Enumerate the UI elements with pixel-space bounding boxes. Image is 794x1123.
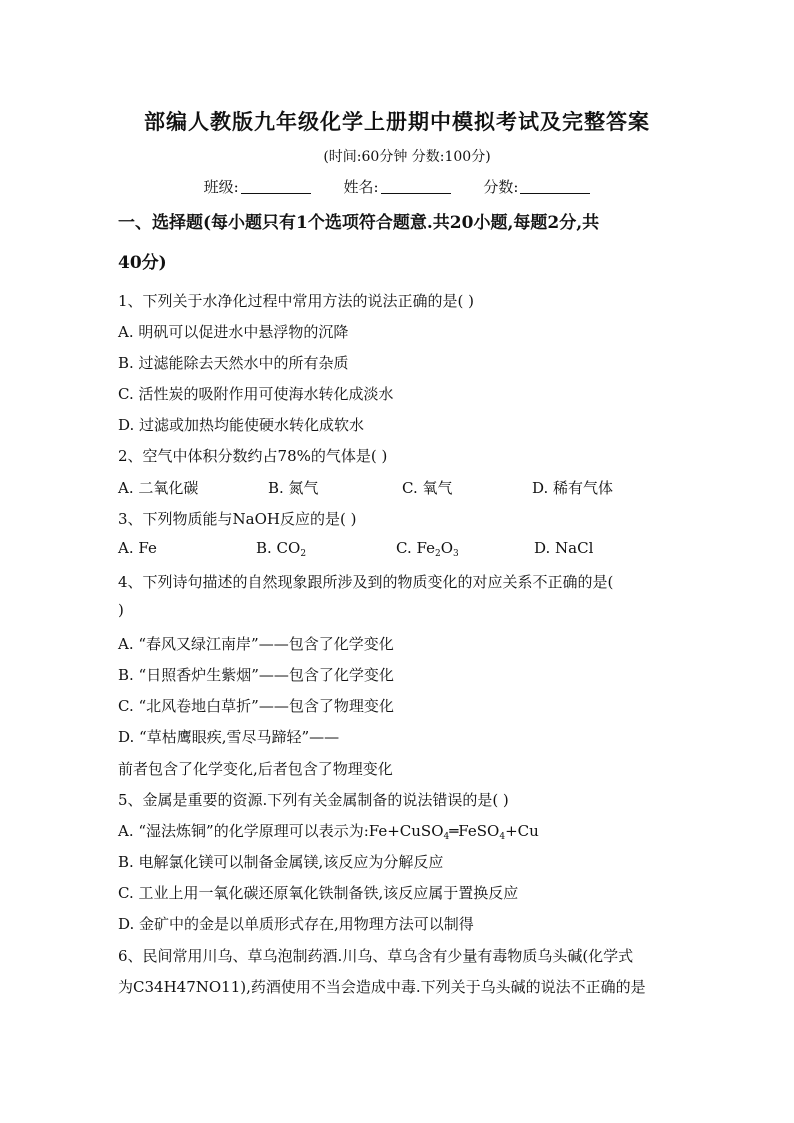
score-blank[interactable] [520, 179, 590, 194]
question-1-option-d: D. 过滤或加热均能使硬水转化成软水 [118, 416, 365, 434]
name-blank[interactable] [381, 179, 451, 194]
question-4-stem-end: ) [118, 601, 124, 619]
question-5-option-c: C. 工业上用一氧化碳还原氧化铁制备铁,该反应属于置换反应 [118, 884, 519, 902]
question-2-option-a: A. 二氧化碳 [118, 479, 199, 497]
question-1-option-a: A. 明矾可以促进水中悬浮物的沉降 [118, 323, 349, 341]
name-label: 姓名: [343, 178, 379, 196]
question-5-option-a: A. “湿法炼铜”的化学原理可以表示为:Fe+CuSO$_4$═FeSO$_4$+Cu [118, 822, 539, 842]
score-field [483, 176, 590, 197]
question-3-option-c: C. $Fe_2O_3$ [396, 539, 459, 559]
score-label: 分数: [483, 178, 519, 196]
question-3-stem: 3、下列物质能与NaOH反应的是( ) [118, 510, 357, 528]
student-info-row [0, 176, 794, 197]
question-4-stem: 4、下列诗句描述的自然现象跟所涉及到的物质变化的对应关系不正确的是( [118, 573, 614, 591]
question-3-option-a: A. Fe [118, 539, 157, 557]
name-field [343, 176, 450, 197]
question-3-options [118, 539, 678, 559]
question-2-stem: 2、空气中体积分数约占78%的气体是( ) [118, 447, 388, 465]
question-5-stem: 5、金属是重要的资源.下列有关金属制备的说法错误的是( ) [118, 791, 509, 809]
section-heading [118, 203, 678, 283]
question-2-options [118, 477, 678, 498]
section-heading-line2: 40分) [118, 253, 167, 273]
exam-time-score: (时间:60分钟 分数:100分) [323, 149, 491, 165]
page-title: 部编人教版九年级化学上册期中模拟考试及完整答案 [144, 109, 650, 134]
question-1-option-b: B. 过滤能除去天然水中的所有杂质 [118, 354, 349, 372]
question-2-option-c: C. 氧气 [402, 479, 453, 497]
question-6-stem-line1: 6、民间常用川乌、草乌泡制药酒.川乌、草乌含有少量有毒物质乌头碱(化学式 [118, 947, 634, 965]
question-5-option-d: D. 金矿中的金是以单质形式存在,用物理方法可以制得 [118, 915, 474, 933]
class-label: 班级: [203, 178, 239, 196]
question-2-option-d: D. 稀有气体 [532, 479, 614, 497]
question-6-stem-line2: 为C34H47NO11),药酒使用不当会造成中毒.下列关于乌头碱的说法不正确的是 [118, 978, 646, 996]
question-5-option-b: B. 电解氯化镁可以制备金属镁,该反应为分解反应 [118, 853, 444, 871]
question-3-option-b: B. $CO_2$ [256, 539, 307, 559]
question-4-option-a: A. “春风又绿江南岸”——包含了化学变化 [118, 635, 394, 653]
question-3-option-d: D. NaCl [534, 539, 594, 557]
class-field [204, 176, 311, 197]
question-4-option-d: D. “草枯鹰眼疾,雪尽马蹄轻”—— [118, 728, 340, 746]
question-4-option-d-continued: 前者包含了化学变化,后者包含了物理变化 [118, 760, 393, 778]
question-4-option-c: C. “北风卷地白草折”——包含了物理变化 [118, 697, 394, 715]
question-1-option-c: C. 活性炭的吸附作用可使海水转化成淡水 [118, 385, 394, 403]
question-2-option-b: B. 氮气 [268, 479, 319, 497]
class-blank[interactable] [241, 179, 311, 194]
question-4-option-b: B. “日照香炉生紫烟”——包含了化学变化 [118, 666, 394, 684]
section-heading-line1: 一、选择题(每小题只有1个选项符合题意.共20小题,每题2分,共 [118, 213, 600, 233]
question-1-stem: 1、下列关于水净化过程中常用方法的说法正确的是( ) [118, 292, 475, 310]
